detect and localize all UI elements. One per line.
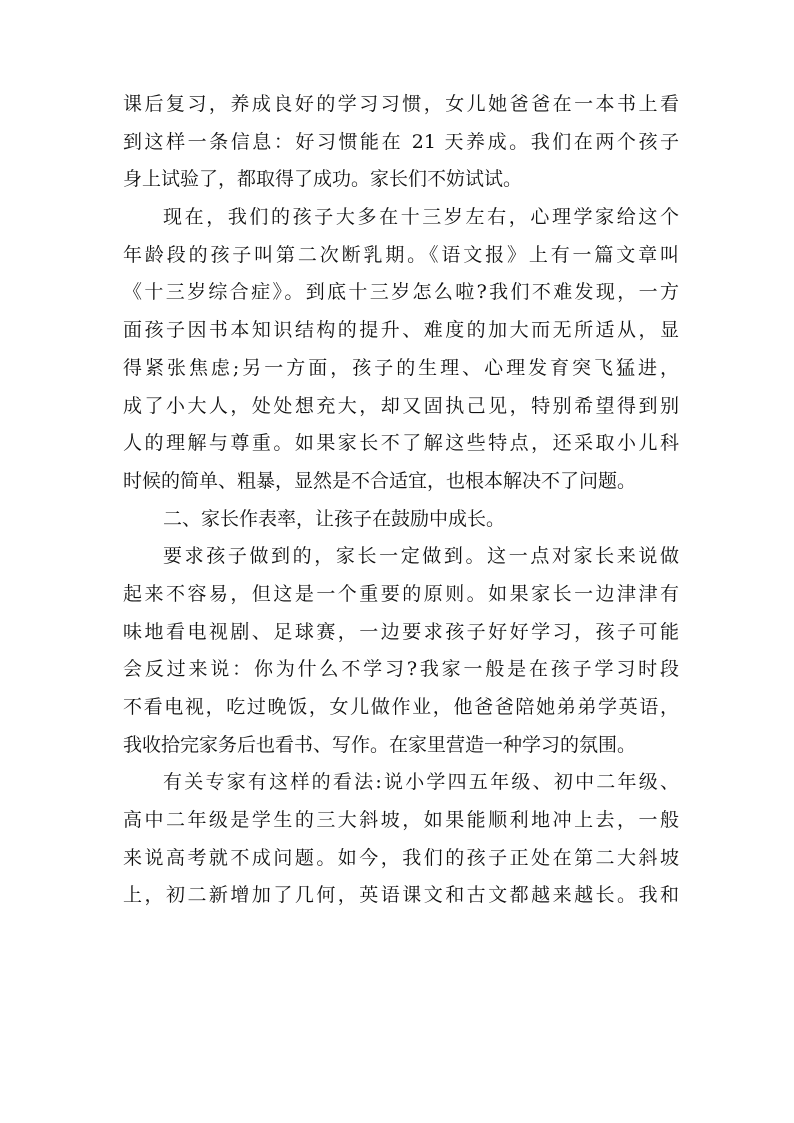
- text-line: 面孩子因书本知识结构的提升、难度的加大而无所适从，显: [123, 319, 679, 342]
- text-line: 要求孩子做到的，家长一定做到。这一点对家长来说做: [163, 545, 679, 568]
- text-line: 课后复习，养成良好的学习习惯，女儿她爸爸在一本书上看: [123, 93, 679, 115]
- text-line: 起来不容易，但这是一个重要的原则。如果家长一边津津有: [123, 582, 679, 605]
- section-heading: 二、家长作表率，让孩子在鼓励中成长。: [163, 507, 506, 530]
- text-line: 《十三岁综合症》。到底十三岁怎么啦?我们不难发现，一方: [123, 281, 679, 304]
- text-line: 会反过来说：你为什么不学习?我家一般是在孩子学习时段: [123, 658, 679, 681]
- document-body: [123, 86, 679, 915]
- text-line: 到这样一条信息：好习惯能在 21 天养成。我们在两个孩子: [123, 130, 679, 153]
- text-line: 成了小大人，处处想充大，却又固执己见，特别希望得到别: [123, 394, 679, 417]
- text-line: 味地看电视剧、足球赛，一边要求孩子好好学习，孩子可能: [123, 620, 679, 643]
- text-line: 人的理解与尊重。如果家长不了解这些特点，还采取小儿科: [123, 432, 679, 455]
- text-line: 高中二年级是学生的三大斜坡，如果能顺利地冲上去，一般: [123, 809, 679, 832]
- text-line: 不看电视，吃过晚饭，女儿做作业，他爸爸陪她弟弟学英语，: [123, 696, 679, 718]
- text-line: 我收拾完家务后也看书、写作。在家里营造一种学习的氛围。: [123, 733, 637, 756]
- text-line: 来说高考就不成问题。如今，我们的孩子正处在第二大斜坡: [123, 846, 679, 869]
- text-line: 现在，我们的孩子大多在十三岁左右，心理学家给这个: [163, 206, 679, 229]
- text-line: 身上试验了，都取得了成功。家长们不妨试试。: [123, 168, 523, 191]
- text-line: 得紧张焦虑;另一方面，孩子的生理、心理发育突飞猛进，: [123, 356, 679, 379]
- text-line: 年龄段的孩子叫第二次断乳期。《语文报》上有一篇文章叫: [123, 243, 679, 266]
- text-line: 上，初二新增加了几何，英语课文和古文都越来越长。我和: [123, 884, 679, 907]
- text-line: 时候的简单、粗暴，显然是不合适宜，也根本解决不了问题。: [123, 469, 637, 492]
- text-line: 有关专家有这样的看法:说小学四五年级、初中二年级、: [163, 771, 679, 794]
